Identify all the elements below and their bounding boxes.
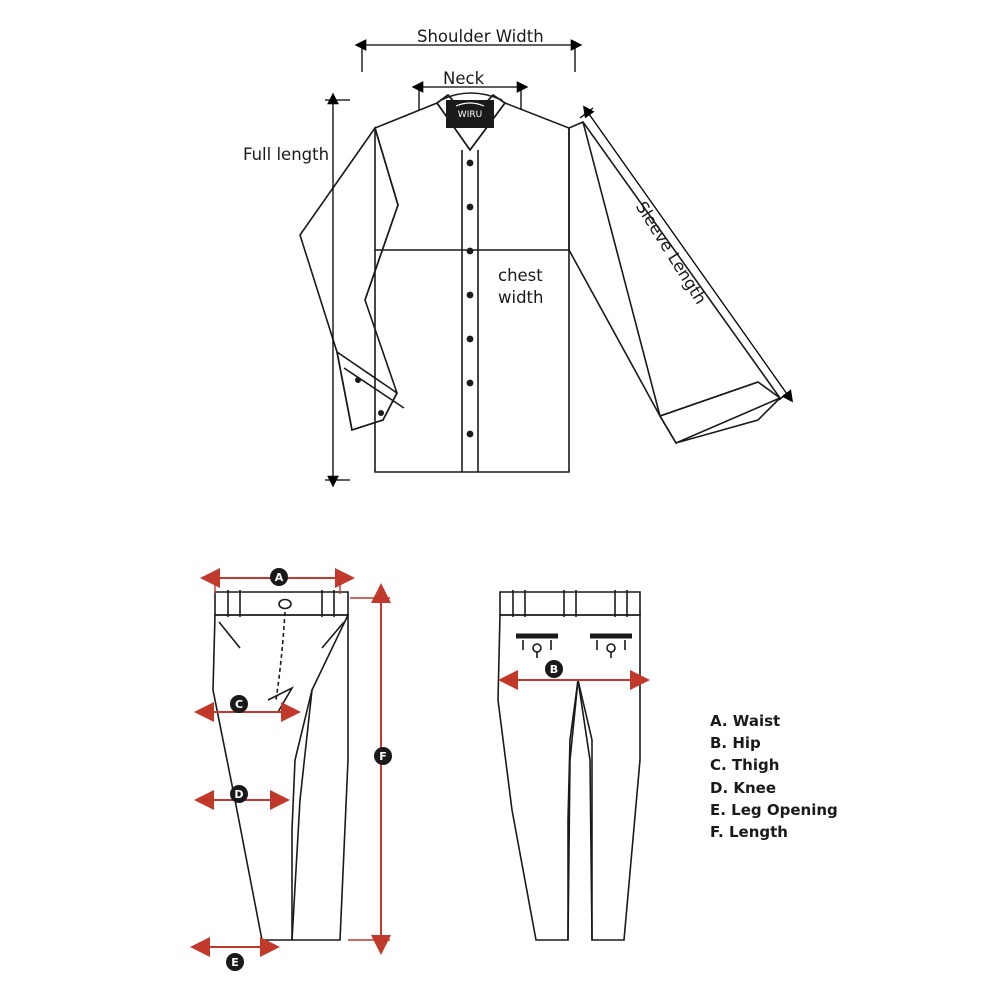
marker-e-text: E (231, 956, 239, 969)
shirt-measurement-arrows (325, 45, 791, 480)
pants-front-pocket-left (219, 622, 240, 648)
chest-width-label (498, 265, 543, 310)
placket-button-3 (467, 248, 474, 255)
chest-width-line-2: width (498, 288, 544, 308)
pants-back-inner-seam-right (578, 680, 592, 940)
legend-item-c: C. Thigh (710, 756, 780, 775)
placket-button-6 (467, 380, 474, 387)
full-length-label: Full length (243, 145, 330, 164)
pants-back-illustration (498, 590, 640, 940)
brand-tag-text: WIRU (457, 110, 483, 120)
pants-front-right-leg (292, 615, 348, 940)
sleeve-length-label: Sleeve Length (631, 198, 711, 308)
pants-front-pocket-right (322, 622, 344, 648)
marker-a-text: A (274, 571, 284, 584)
chest-width-line-1: chest (498, 266, 543, 285)
marker-f-text: F (379, 750, 387, 763)
pants-front-illustration (213, 590, 348, 940)
cuff-button-upper (355, 377, 361, 383)
neck-label: Neck (443, 69, 485, 88)
shirt-right-cuff-fold (660, 382, 758, 416)
pants-crotch-detail (268, 688, 292, 712)
measurement-legend (710, 710, 838, 843)
placket-button-5 (467, 336, 474, 343)
placket-button-1 (467, 160, 474, 167)
shirt-left-cuff (337, 352, 397, 430)
back-pocket-left-button (533, 644, 541, 652)
waist-button (279, 600, 291, 609)
sleeve-length-arrow (589, 114, 787, 394)
back-pocket-right-sides (597, 640, 625, 650)
placket-button-7 (467, 431, 474, 438)
shoulder-width-label: Shoulder Width (417, 27, 544, 46)
shirt-left-shoulder-seam (365, 128, 398, 300)
legend-item-a: A. Waist (710, 712, 781, 730)
shirt-left-sleeve (300, 128, 398, 430)
pants-fly-seam (276, 612, 285, 700)
pants-marker-badges (226, 568, 563, 971)
legend-item-b: B. Hip (710, 734, 761, 753)
pants-front-inner-seam (292, 690, 312, 940)
cuff-button-lower (378, 410, 384, 416)
shirt-right-cuff (660, 382, 780, 443)
shirt-right-sleeve-seam (583, 122, 660, 416)
legend-item-f: F. Length (710, 823, 788, 842)
placket-button-2 (467, 204, 474, 211)
back-pocket-left-sides (523, 640, 551, 650)
marker-c-text: C (234, 698, 244, 711)
legend-item-e: E. Leg Opening (710, 800, 838, 819)
pants-back-waistband (500, 592, 640, 615)
marker-b-text: B (549, 663, 559, 676)
legend-item-d: D. Knee (710, 778, 777, 797)
shirt-right-sleeve (569, 122, 780, 443)
pants-front-waistband (215, 592, 348, 615)
marker-d-text: D (234, 788, 244, 801)
back-pocket-right-button (607, 644, 615, 652)
placket-button-4 (467, 292, 474, 299)
